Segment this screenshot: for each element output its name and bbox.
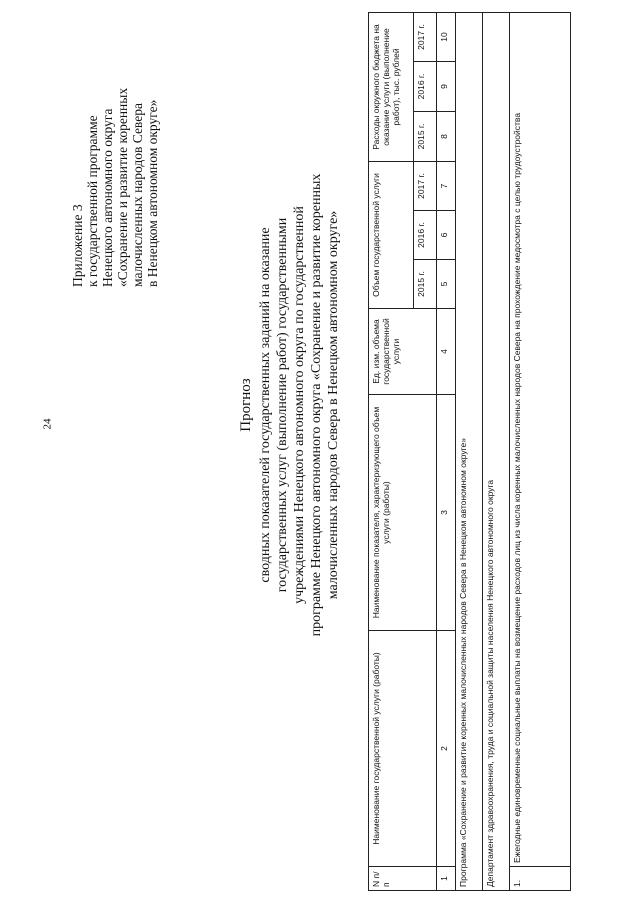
header-volume: Объем государственной услуги <box>369 161 414 308</box>
header-unit: Ед. изм. объема государственной услуги <box>369 309 437 395</box>
appendix-line: в Ненецком автономном округе» <box>145 99 160 287</box>
header-indicator-name: Наименование показателя, характеризующего объем услуги (работы) <box>369 395 437 631</box>
year-cell: 2015 г. <box>414 111 437 161</box>
column-number: 8 <box>437 111 456 161</box>
program-row: Программа «Сохранение и развитие коренных малочисленных народов Севера в Ненецком автономном округе» <box>456 12 483 890</box>
document-title <box>238 155 342 655</box>
item-num: 1. <box>510 867 571 891</box>
appendix-line: малочисленных народов Севера <box>130 103 145 287</box>
item-text: Ежегодные единовременные социальные выплаты на возмещение расходов лиц из числа коренных малочисленных народов Севера на прохождение медосмотра с целью трудоустройства <box>510 12 571 866</box>
appendix-line: «Сохранение и развитие коренных <box>115 87 130 287</box>
appendix-line: Приложение 3 <box>70 204 85 287</box>
column-number: 1 <box>437 867 456 891</box>
page-number: 24 <box>41 418 54 430</box>
header-service-name: Наименование государственной услуги (работы) <box>369 631 437 867</box>
column-number: 9 <box>437 61 456 111</box>
year-cell: 2017 г. <box>414 161 437 210</box>
appendix-line: Ненецкого автономного округа <box>100 108 115 287</box>
appendix-note <box>70 27 160 287</box>
department-row: Департамент здравоохранения, труда и социальной защиты населения Ненецкого автономного округа <box>483 12 510 890</box>
column-number: 4 <box>437 309 456 395</box>
title-line: сводных показателей государственных заданий на оказание <box>258 227 273 583</box>
title-heading: Прогноз <box>238 378 254 432</box>
column-number: 2 <box>437 631 456 867</box>
year-cell: 2016 г. <box>414 211 437 260</box>
column-number: 6 <box>437 211 456 260</box>
appendix-line: к государственной программе <box>85 115 100 287</box>
header-num: N п/п <box>369 867 437 891</box>
column-number: 5 <box>437 260 456 309</box>
year-cell: 2017 г. <box>414 12 437 61</box>
year-cell: 2016 г. <box>414 61 437 111</box>
title-line: малочисленных народов Севера в Ненецком автономном округе» <box>326 210 341 600</box>
title-line: государственных услуг (выполнение работ) государственными <box>275 217 290 593</box>
year-cell: 2015 г. <box>414 260 437 309</box>
title-line: учреждениями Ненецкого автономного округа по государственной <box>292 206 307 604</box>
column-number: 3 <box>437 395 456 631</box>
header-expenses: Расходы окружного бюджета на оказание услуги (выполнение работ), тыс. рублей <box>369 12 414 161</box>
forecast-table <box>368 12 571 891</box>
column-number: 10 <box>437 12 456 61</box>
column-number: 7 <box>437 161 456 210</box>
title-line: программе Ненецкого автономного округа «Сохранение и развитие коренных <box>309 173 324 637</box>
